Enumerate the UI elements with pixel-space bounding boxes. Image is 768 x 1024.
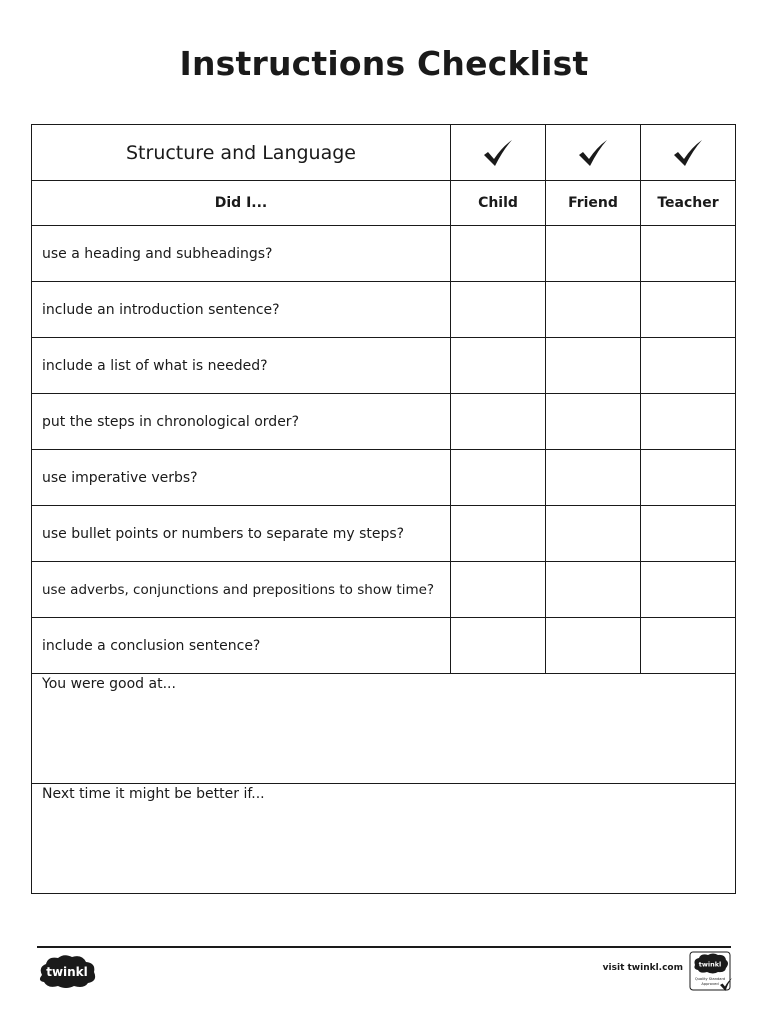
friend-check-cell[interactable] [546,450,641,506]
did-i-label: Did I... [32,181,451,226]
next-time-box[interactable]: Next time it might be better if... [32,784,736,894]
child-check-cell[interactable] [451,282,546,338]
teacher-check-cell[interactable] [641,562,736,618]
friend-check-cell[interactable] [546,506,641,562]
child-check-cell[interactable] [451,394,546,450]
checkmark-icon [577,138,609,168]
friend-check-cell[interactable] [546,226,641,282]
table-row [32,338,736,394]
header-row [32,125,736,181]
teacher-check-cell[interactable] [641,338,736,394]
column-header-child: Child [451,181,546,226]
logo-text: twinkl [46,965,88,979]
child-check-cell[interactable] [451,562,546,618]
quality-standard-badge [689,951,733,993]
table-row [32,450,736,506]
section-heading: Structure and Language [32,125,451,181]
tick-header-teacher [641,125,736,181]
teacher-check-cell[interactable] [641,282,736,338]
badge-caption-line-2: Approved [701,982,719,986]
child-check-cell[interactable] [451,506,546,562]
column-header-friend: Friend [546,181,641,226]
table-row [32,394,736,450]
table-row [32,282,736,338]
table-row [32,618,736,674]
table-row [32,562,736,618]
tick-header-child [451,125,546,181]
teacher-check-cell[interactable] [641,618,736,674]
child-check-cell[interactable] [451,618,546,674]
comment-row-good [32,674,736,784]
visit-link[interactable]: visit twinkl.com [602,963,683,973]
checklist-item: use imperative verbs? [32,450,451,506]
child-check-cell[interactable] [451,226,546,282]
checkmark-icon [482,138,514,168]
checklist-item: include a conclusion sentence? [32,618,451,674]
friend-check-cell[interactable] [546,338,641,394]
friend-check-cell[interactable] [546,562,641,618]
tick-header-friend [546,125,641,181]
checklist-table [31,124,736,894]
page-title: Instructions Checklist [179,44,589,83]
twinkl-logo[interactable] [36,953,98,989]
teacher-check-cell[interactable] [641,506,736,562]
checklist-item: use bullet points or numbers to separate my steps? [32,506,451,562]
child-check-cell[interactable] [451,450,546,506]
badge-logo-text: twinkl [698,960,722,969]
table-row [32,506,736,562]
subheading-row [32,181,736,226]
checklist-item: include an introduction sentence? [32,282,451,338]
you-were-good-at-box[interactable]: You were good at... [32,674,736,784]
checklist-item: put the steps in chronological order? [32,394,451,450]
friend-check-cell[interactable] [546,394,641,450]
teacher-check-cell[interactable] [641,450,736,506]
badge-caption-line-1: Quality Standard [694,977,726,981]
column-header-teacher: Teacher [641,181,736,226]
footer-divider [37,946,731,948]
comment-row-next [32,784,736,894]
table-row [32,226,736,282]
checklist-item: use a heading and subheadings? [32,226,451,282]
teacher-check-cell[interactable] [641,226,736,282]
friend-check-cell[interactable] [546,618,641,674]
checklist-item: use adverbs, conjunctions and prepositions to show time? [32,562,451,618]
checkmark-icon [672,138,704,168]
child-check-cell[interactable] [451,338,546,394]
checklist-item: include a list of what is needed? [32,338,451,394]
friend-check-cell[interactable] [546,282,641,338]
teacher-check-cell[interactable] [641,394,736,450]
